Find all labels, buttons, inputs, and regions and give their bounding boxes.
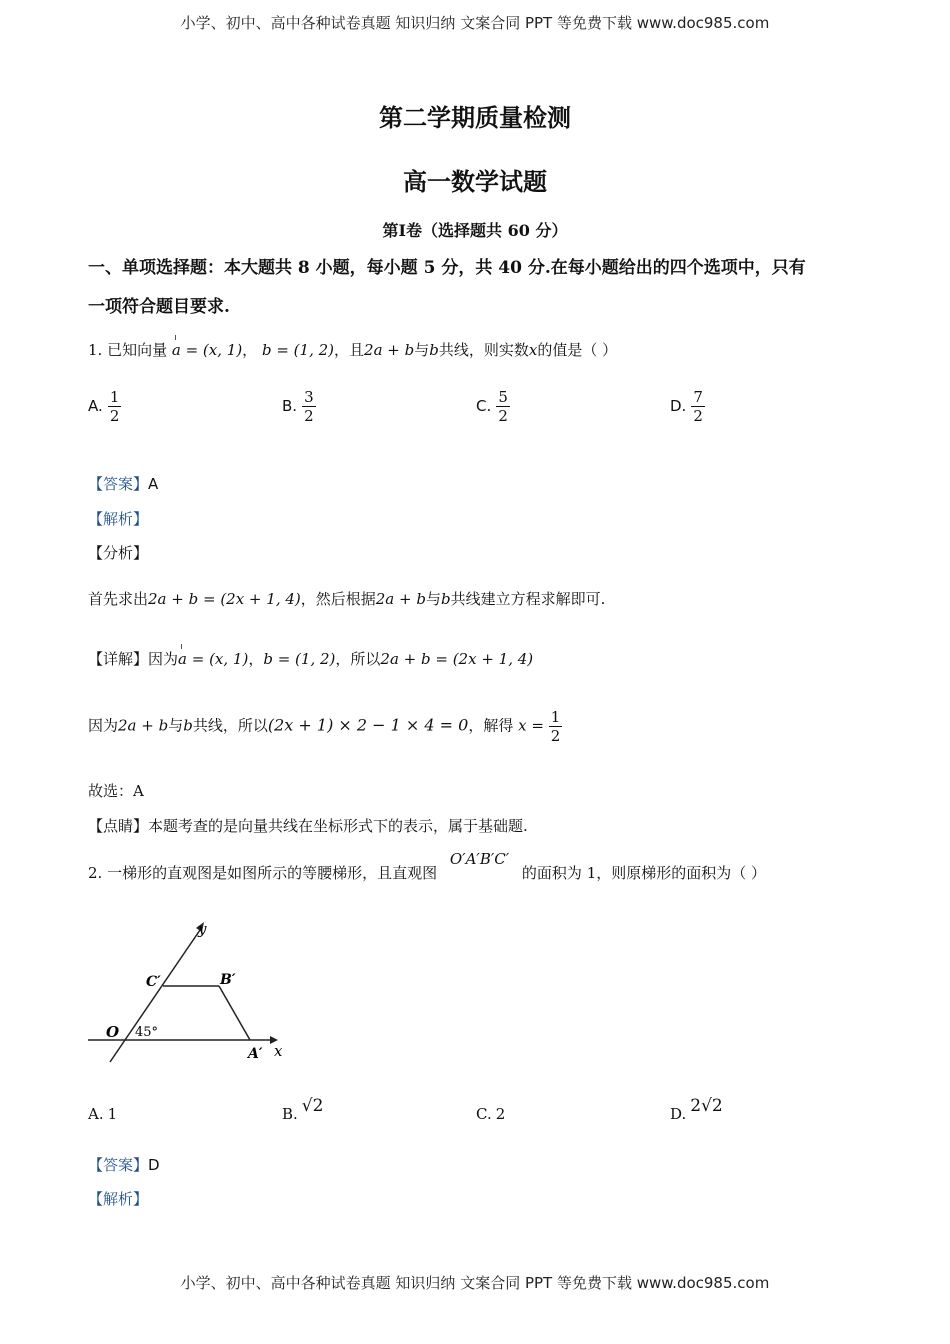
- q1-vector-b: b = (1, 2): [261, 341, 335, 359]
- q2-option-d[interactable]: D. 2√2: [670, 1096, 723, 1123]
- label-x: x: [274, 1042, 283, 1060]
- q2-answer: 【答案】D: [88, 1156, 160, 1174]
- q2-option-a[interactable]: A. 1: [88, 1105, 118, 1123]
- label-angle: 45°: [135, 1025, 159, 1040]
- trapezoid-figure: [88, 918, 298, 1068]
- option-fraction: $\frac{5}{2}$: [498, 388, 508, 425]
- option-label: B.: [282, 397, 298, 415]
- label-b: B′: [220, 972, 236, 988]
- q1-b: b: [429, 341, 439, 359]
- trapezoid-right: [219, 986, 250, 1040]
- page-header: 小学、初中、高中各种试卷真题 知识归纳 文案合同 PPT 等免费下载 www.doc985.com: [180, 14, 770, 32]
- label-o: O: [106, 1023, 120, 1041]
- option-fraction: $\frac{3}{2}$: [304, 388, 314, 425]
- q1-option-c[interactable]: [476, 388, 510, 425]
- q2-option-c[interactable]: C. 2: [476, 1105, 506, 1123]
- q1-vector-a: a = (x, 1): [171, 341, 243, 359]
- y-axis: [110, 930, 200, 1062]
- q1-analysis-tag: 【解析】: [88, 510, 149, 528]
- q1-option-a[interactable]: [88, 388, 121, 425]
- page-footer: 小学、初中、高中各种试卷真题 知识归纳 文案合同 PPT 等免费下载 www.doc985.com: [180, 1274, 770, 1292]
- q1-comment: 【点睛】本题考查的是向量共线在坐标形式下的表示，属于基础题.: [88, 817, 528, 835]
- q1-tail: 共线，则实数: [438, 341, 529, 359]
- option-label: C.: [476, 397, 492, 415]
- option-label: D.: [670, 397, 687, 415]
- page-title: 第二学期质量检测: [379, 103, 571, 132]
- label-a: A′: [248, 1046, 263, 1062]
- q1-detail: 【详解】因为a = (x, 1)，b = (1, 2)，所以2a + b = (2x + 1, 4): [88, 650, 534, 668]
- q1-fenxi: 首先求出2a + b = (2x + 1, 4)，然后根据2a + b与b共线建立方程求解即可.: [88, 590, 606, 608]
- q1-x: x: [528, 341, 538, 359]
- question-2: 2. 一梯形的直观图是如图所示的等腰梯形，且直观图 O′A′B′C′ 的面积为 1，则原梯形的面积为（ ）: [88, 850, 767, 882]
- volume-heading: 第Ⅰ卷（选择题共 60 分）: [382, 221, 568, 240]
- q1-mid: ，且: [334, 341, 365, 359]
- q1-sep: ，: [242, 341, 258, 359]
- q1-expr: 2a + b: [364, 341, 415, 359]
- option-fraction: $\frac{7}{2}$: [693, 388, 703, 425]
- label-y: y: [198, 920, 207, 938]
- q1-fenxi-tag: 【分析】: [88, 544, 149, 562]
- q1-option-b[interactable]: [282, 388, 316, 425]
- q1-detail-line2: 因为2a + b与b共线，所以(2x + 1) × 2 − 1 × 4 = 0，解得 x = $\frac{1}{2}$: [88, 708, 561, 745]
- q1-choose: 故选：A: [88, 782, 144, 800]
- label-c: C′: [146, 974, 161, 990]
- page-subtitle: 高一数学试题: [403, 167, 547, 196]
- section-heading-line1: 一、单项选择题：本大题共 8 小题，每小题 5 分，共 40 分.在每小题给出的四个选项中，只有: [88, 258, 806, 278]
- q2-option-b[interactable]: B. √2: [282, 1096, 324, 1123]
- question-1: [88, 339, 617, 360]
- option-fraction: $\frac{1}{2}$: [109, 388, 120, 425]
- q2-analysis-tag: 【解析】: [88, 1190, 149, 1208]
- q1-option-d[interactable]: [670, 388, 705, 425]
- q1-mid2: 与: [414, 341, 430, 359]
- option-label: A.: [88, 397, 103, 415]
- q2-figure-name: O′A′B′C′: [449, 850, 510, 868]
- q1-end: 的值是（ ）: [537, 341, 618, 359]
- q1-answer: 【答案】A: [88, 475, 159, 493]
- section-heading-line2: 一项符合题目要求.: [88, 297, 230, 317]
- q1-prefix: 1. 已知向量: [88, 341, 168, 359]
